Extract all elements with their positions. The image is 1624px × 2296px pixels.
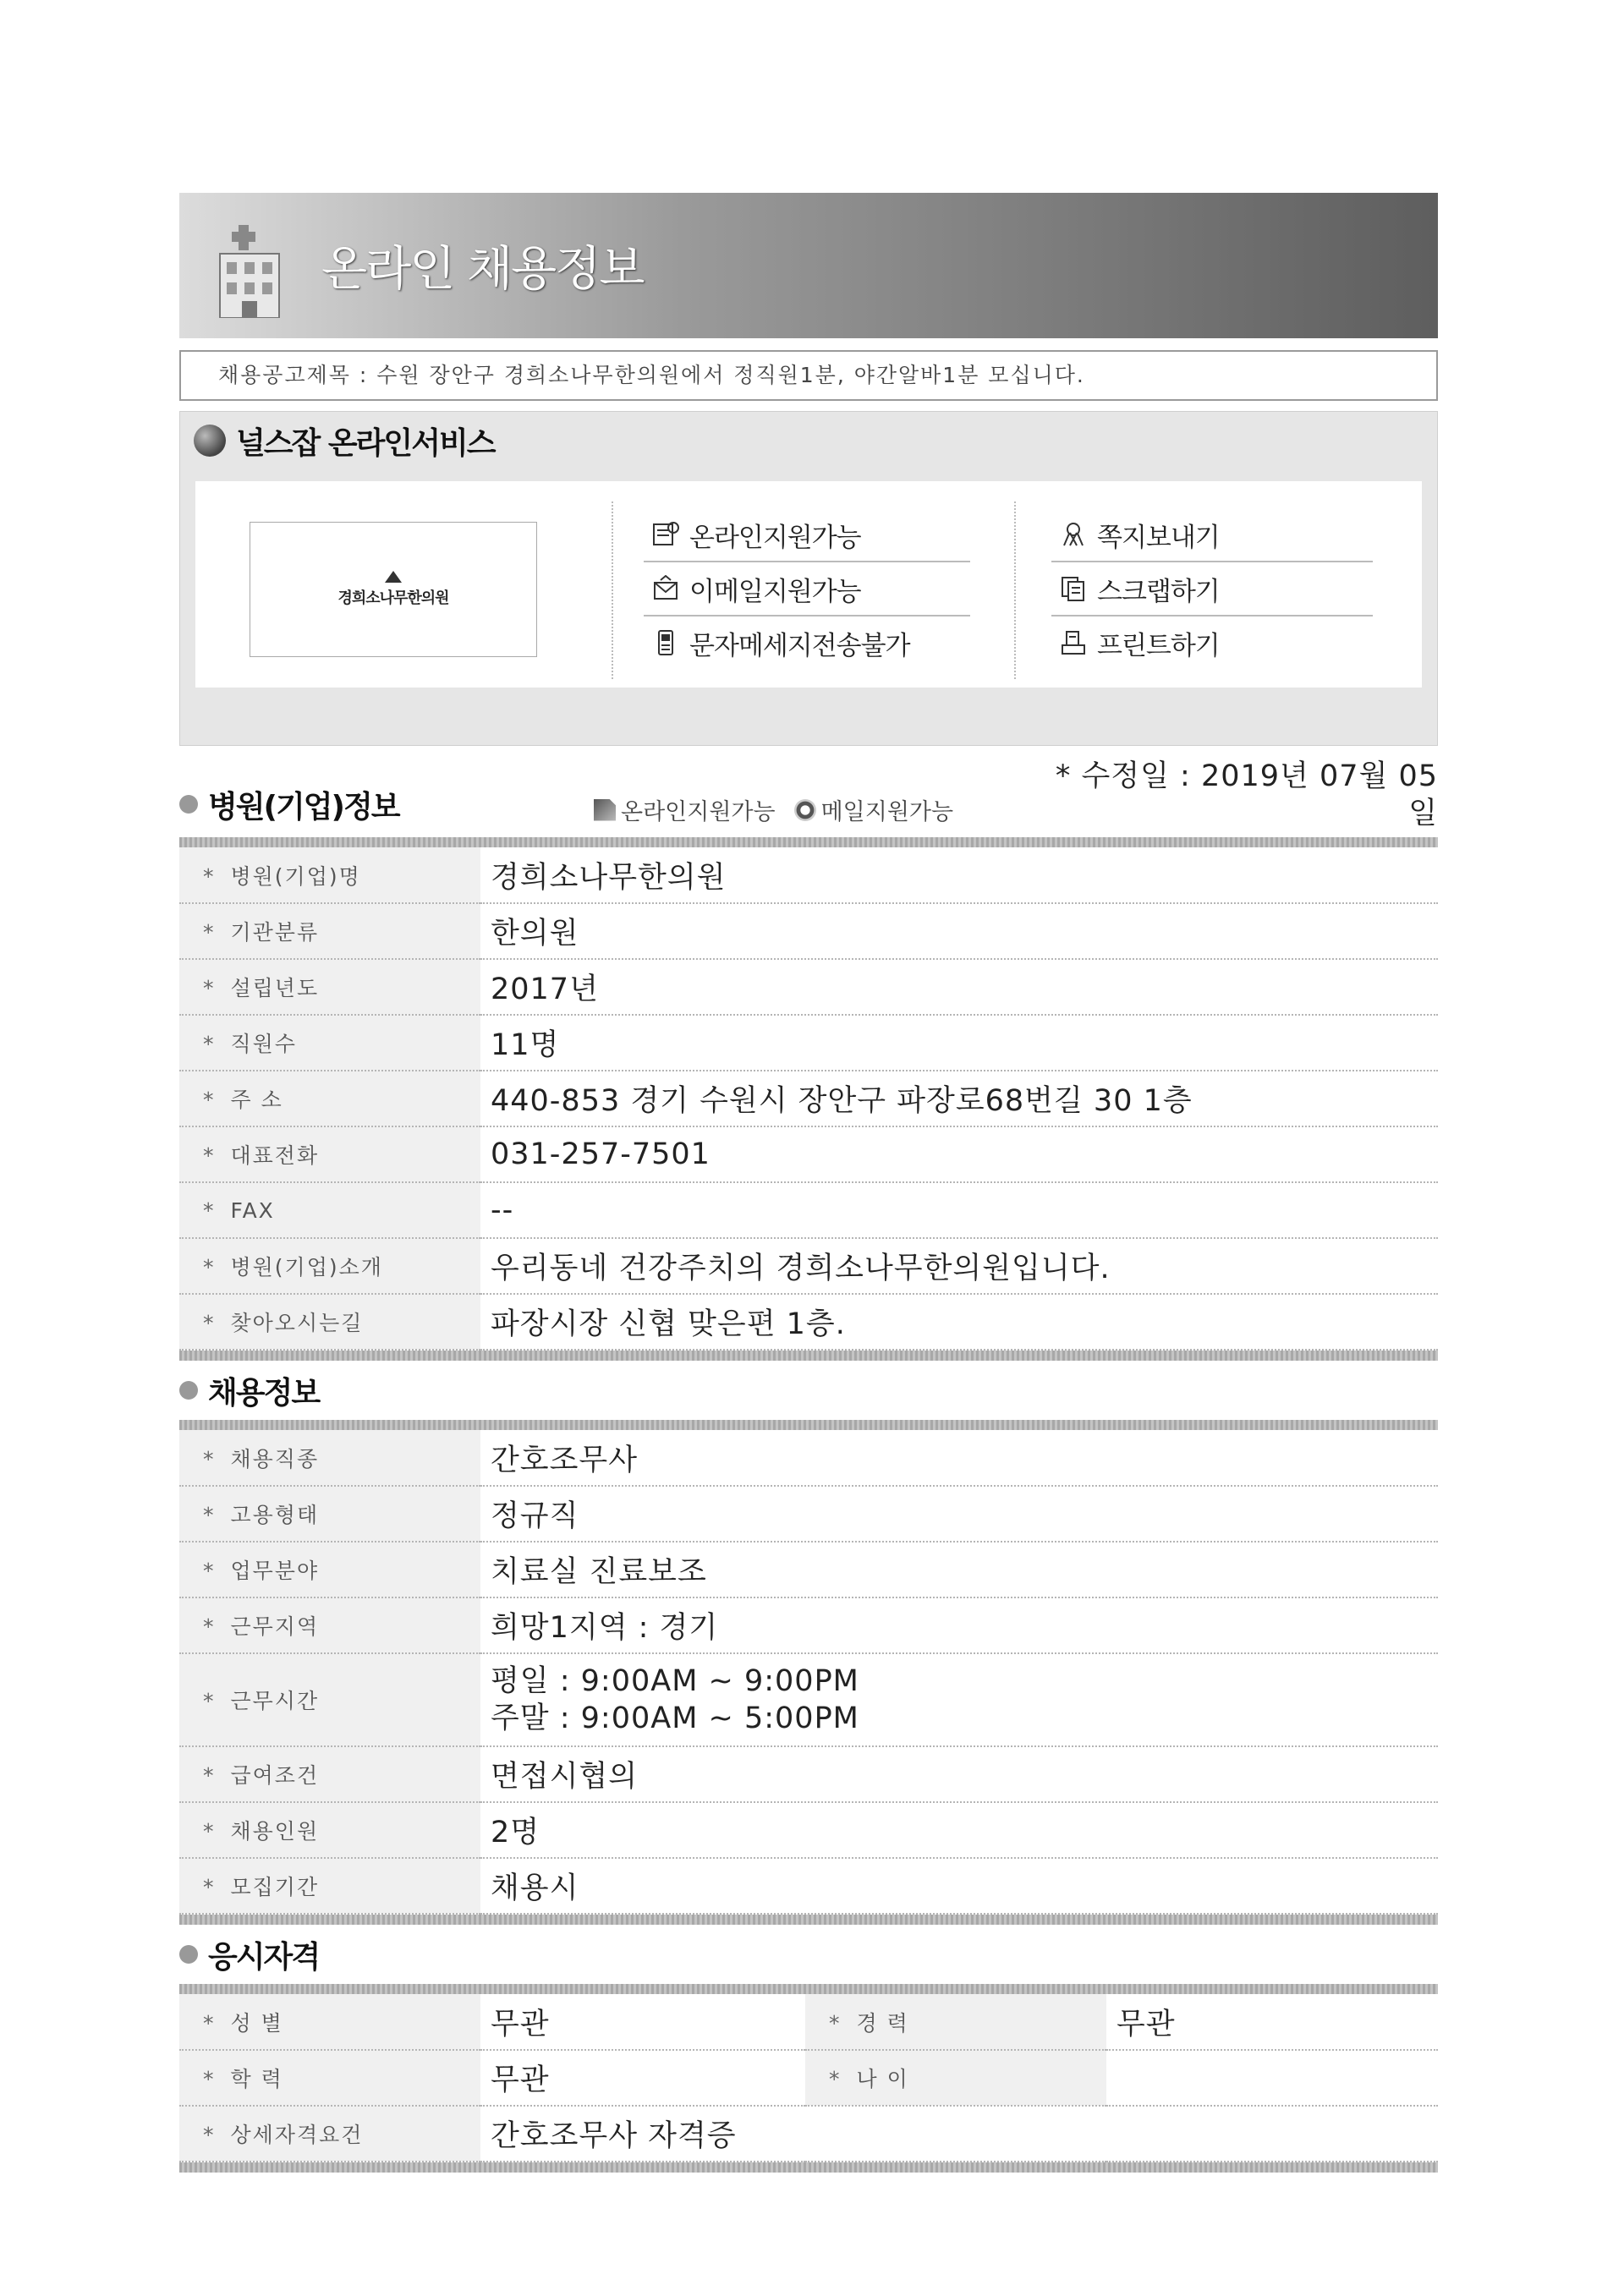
service-list-right	[1051, 508, 1373, 669]
section-bar	[179, 1915, 1438, 1925]
detail-label: * 상세자격요건	[179, 2106, 480, 2162]
row-value	[480, 1653, 1438, 1746]
bullet-icon	[179, 1945, 198, 1964]
bullet-icon	[179, 1381, 198, 1400]
print-link[interactable]: 프린트하기	[1051, 616, 1373, 669]
row-label: * 급여조건	[179, 1746, 480, 1802]
table-row	[179, 903, 1438, 959]
at-sign-icon	[794, 799, 816, 821]
recruit-info-table	[179, 1430, 1438, 1915]
printer-icon	[1060, 629, 1087, 656]
qualification-table	[179, 1994, 1438, 2162]
service-panel	[195, 481, 1422, 688]
row-label: * 병원(기업)명	[179, 847, 480, 903]
service-header	[194, 424, 495, 461]
row-value: 우리동네 건강주치의 경희소나무한의원입니다.	[480, 1238, 1438, 1294]
hospital-building-icon	[213, 225, 286, 318]
hospital-section-title: 병원(기업)정보	[208, 790, 399, 825]
table-row	[179, 959, 1438, 1015]
page-title: 온라인 채용정보	[321, 242, 644, 297]
row-value: 면접시협의	[480, 1746, 1438, 1802]
row-label: * 직원수	[179, 1015, 480, 1071]
table-row	[179, 1126, 1438, 1182]
qualification-section-header	[179, 1925, 1438, 1984]
row-value: 희망1지역 : 경기	[480, 1597, 1438, 1653]
weekday-hours: 평일 : 9:00AM ~ 9:00PM	[491, 1664, 859, 1698]
logo-mark-icon	[385, 571, 402, 583]
mobile-phone-icon	[652, 629, 679, 656]
online-apply-tag: 온라인지원가능	[594, 793, 776, 826]
row-label: * 업무분야	[179, 1542, 480, 1597]
table-row	[179, 1653, 1438, 1746]
row-value: 정규직	[480, 1486, 1438, 1542]
envelope-icon	[652, 575, 679, 602]
table-row	[179, 1015, 1438, 1071]
row-label: * 채용직종	[179, 1430, 480, 1486]
scrap-link[interactable]: 스크랩하기	[1051, 562, 1373, 616]
table-row	[179, 1430, 1438, 1486]
modified-date: * 수정일 : 2019년 07월 05 일	[1055, 759, 1438, 830]
recruit-section-title: 채용정보	[208, 1376, 320, 1411]
row-value: 간호조무사	[480, 1430, 1438, 1486]
section-bar	[179, 837, 1438, 847]
age-label: * 나 이	[805, 2050, 1106, 2106]
online-apply-tag-icon	[594, 799, 616, 821]
row-label: * 찾아오시는길	[179, 1294, 480, 1350]
service-list-left	[644, 508, 970, 669]
row-value: 채용시	[480, 1858, 1438, 1914]
row-label: * 모집기간	[179, 1858, 480, 1914]
weekend-hours: 주말 : 9:00AM ~ 5:00PM	[491, 1701, 859, 1735]
row-label: * 채용인원	[179, 1802, 480, 1858]
row-value: 한의원	[480, 903, 1438, 959]
table-row	[179, 2106, 1438, 2162]
row-value: 2017년	[480, 959, 1438, 1015]
hospital-section-header	[179, 746, 1438, 837]
job-posting-page	[179, 193, 1438, 2173]
online-apply-icon	[652, 521, 679, 548]
row-label: * FAX	[179, 1182, 480, 1238]
recruit-section-header	[179, 1361, 1438, 1420]
logo-text: 경희소나무한의원	[337, 589, 449, 607]
career-label: * 경 력	[805, 1994, 1106, 2050]
row-value: 경희소나무한의원	[480, 847, 1438, 903]
table-row	[179, 1486, 1438, 1542]
section-bar	[179, 2162, 1438, 2173]
row-label: * 주 소	[179, 1071, 480, 1126]
row-value: 11명	[480, 1015, 1438, 1071]
age-value	[1106, 2050, 1438, 2106]
row-label: * 기관분류	[179, 903, 480, 959]
row-value: 치료실 진료보조	[480, 1542, 1438, 1597]
education-label: * 학 력	[179, 2050, 480, 2106]
row-value: 파장시장 신협 맞은편 1층.	[480, 1294, 1438, 1350]
sms-link[interactable]: 문자메세지전송불가	[644, 616, 970, 669]
row-label: * 근무지역	[179, 1597, 480, 1653]
table-row	[179, 1182, 1438, 1238]
table-row	[179, 1802, 1438, 1858]
table-row	[179, 1746, 1438, 1802]
online-service-box	[179, 411, 1438, 746]
row-value: 440-853 경기 수원시 장안구 파장로68번길 30 1층	[480, 1071, 1438, 1126]
ball-bullet-icon	[194, 425, 226, 457]
qualification-section-title: 응시자격	[208, 1940, 320, 1975]
row-value: 2명	[480, 1802, 1438, 1858]
hospital-info-table	[179, 847, 1438, 1351]
row-label: * 고용형태	[179, 1486, 480, 1542]
table-row	[179, 2050, 1438, 2106]
header-banner	[179, 193, 1438, 338]
service-title: 널스잡 온라인서비스	[236, 425, 495, 461]
send-note-link[interactable]: 쪽지보내기	[1051, 508, 1373, 562]
detail-value: 간호조무사 자격증	[480, 2106, 1438, 2162]
row-label: * 근무시간	[179, 1653, 480, 1746]
table-row	[179, 1238, 1438, 1294]
email-apply-link[interactable]: 이메일지원가능	[644, 562, 970, 616]
table-row	[179, 1597, 1438, 1653]
row-label: * 설립년도	[179, 959, 480, 1015]
table-row	[179, 1994, 1438, 2050]
hospital-logo	[250, 522, 537, 657]
section-bar	[179, 1351, 1438, 1361]
apply-tags	[594, 793, 972, 826]
table-row	[179, 1294, 1438, 1350]
row-value: 031-257-7501	[480, 1126, 1438, 1182]
posting-title: 채용공고제목 : 수원 장안구 경희소나무한의원에서 정직원1분, 야간알바1분 모십니다.	[179, 350, 1438, 401]
table-row	[179, 1542, 1438, 1597]
note-ribbon-icon	[1060, 521, 1087, 548]
career-value: 무관	[1106, 1994, 1438, 2050]
table-row	[179, 1071, 1438, 1126]
row-label: * 대표전화	[179, 1126, 480, 1182]
bullet-icon	[179, 795, 198, 814]
divider	[1014, 501, 1016, 679]
gender-value: 무관	[480, 1994, 805, 2050]
row-label: * 병원(기업)소개	[179, 1238, 480, 1294]
table-row	[179, 1858, 1438, 1914]
table-row	[179, 847, 1438, 903]
divider	[612, 501, 613, 679]
section-bar	[179, 1984, 1438, 1994]
online-apply-link[interactable]: 온라인지원가능	[644, 508, 970, 562]
email-apply-tag: 메일지원가능	[794, 793, 954, 826]
copy-document-icon	[1060, 575, 1087, 602]
gender-label: * 성 별	[179, 1994, 480, 2050]
education-value: 무관	[480, 2050, 805, 2106]
section-bar	[179, 1420, 1438, 1430]
row-value: --	[480, 1182, 1438, 1238]
